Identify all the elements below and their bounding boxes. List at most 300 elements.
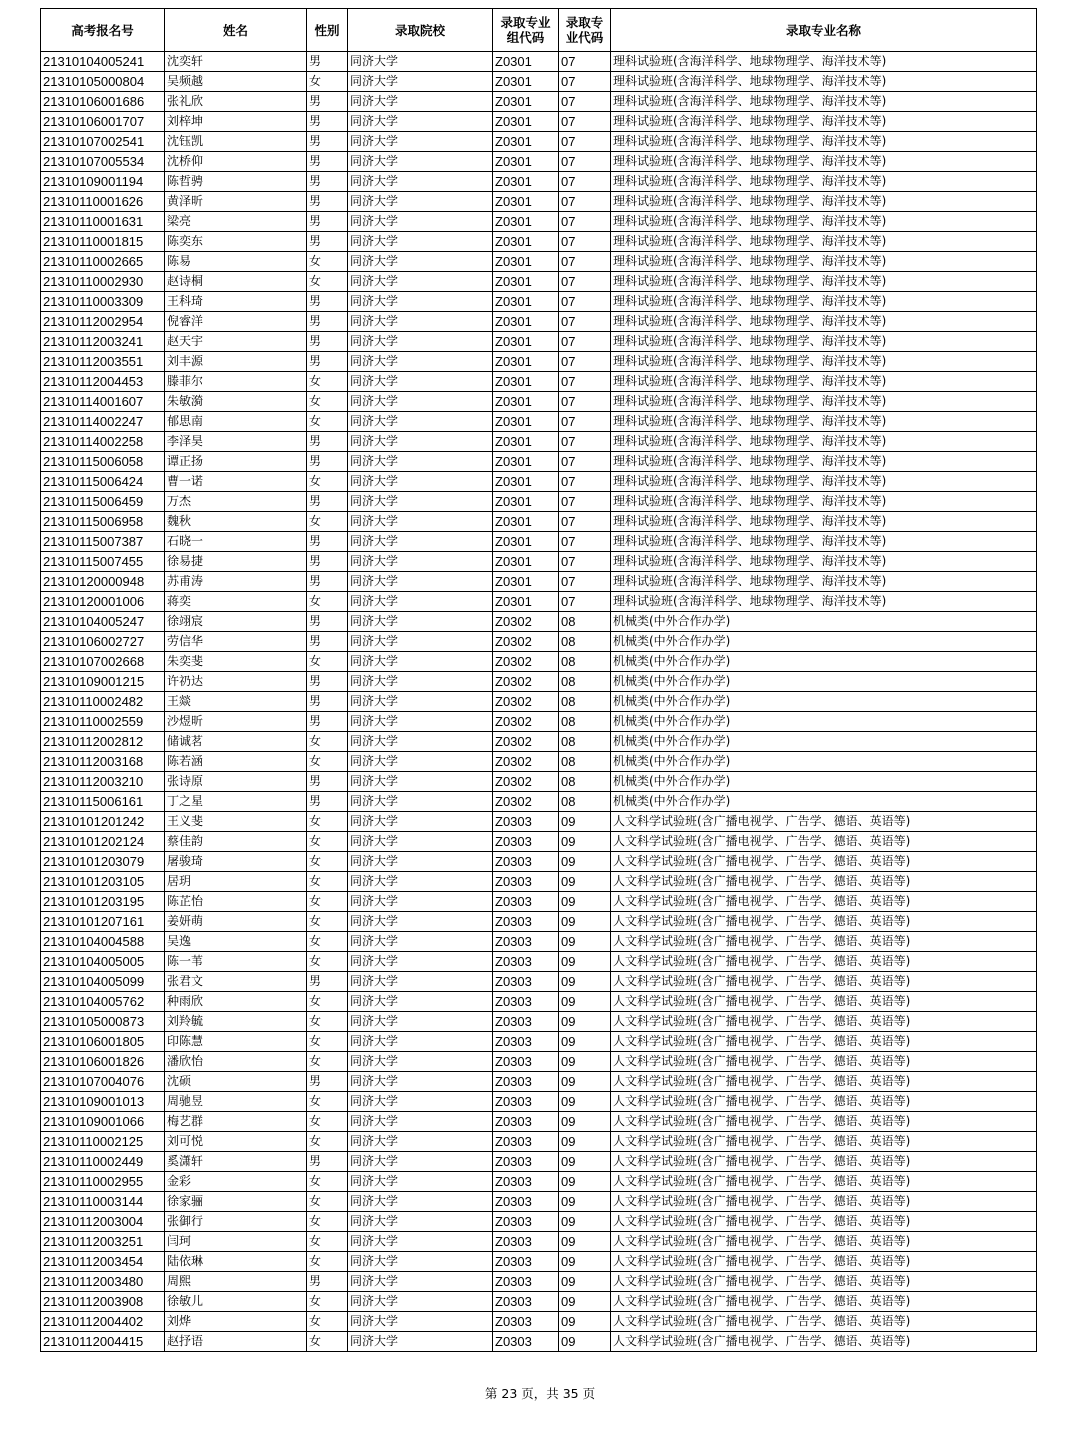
cell-name: 丁之星 [165,792,307,812]
cell-school: 同济大学 [348,1292,493,1312]
cell-major-code: 08 [559,712,611,732]
cell-exam-id: 21310112004415 [41,1332,165,1352]
cell-gender: 女 [307,832,348,852]
cell-major-name: 理科试验班(含海洋科学、地球物理学、海洋技术等) [611,312,1037,332]
cell-major-name: 理科试验班(含海洋科学、地球物理学、海洋技术等) [611,52,1037,72]
table-row [41,1272,1037,1292]
cell-gender: 男 [307,572,348,592]
cell-school: 同济大学 [348,52,493,72]
cell-school: 同济大学 [348,1252,493,1272]
cell-gender: 男 [307,1272,348,1292]
cell-group-code: Z0303 [493,1212,559,1232]
cell-group-code: Z0303 [493,1052,559,1072]
cell-gender: 女 [307,1012,348,1032]
cell-name: 种雨欣 [165,992,307,1012]
cell-group-code: Z0301 [493,592,559,612]
cell-name: 居玥 [165,872,307,892]
table-row [41,632,1037,652]
table-row [41,1332,1037,1352]
table-row [41,112,1037,132]
table-row [41,252,1037,272]
cell-group-code: Z0303 [493,1252,559,1272]
cell-name: 徐翊宸 [165,612,307,632]
cell-name: 蔡佳韵 [165,832,307,852]
cell-gender: 女 [307,252,348,272]
cell-major-name: 人文科学试验班(含广播电视学、广告学、德语、英语等) [611,1272,1037,1292]
cell-name: 黄泽昕 [165,192,307,212]
cell-gender: 男 [307,432,348,452]
cell-gender: 男 [307,312,348,332]
cell-gender: 女 [307,1212,348,1232]
cell-major-code: 07 [559,552,611,572]
cell-school: 同济大学 [348,92,493,112]
cell-group-code: Z0301 [493,332,559,352]
cell-major-code: 07 [559,52,611,72]
cell-exam-id: 21310120000948 [41,572,165,592]
cell-school: 同济大学 [348,612,493,632]
cell-school: 同济大学 [348,172,493,192]
cell-name: 陈芷怡 [165,892,307,912]
cell-gender: 男 [307,332,348,352]
table-row [41,552,1037,572]
cell-group-code: Z0303 [493,912,559,932]
cell-major-code: 08 [559,692,611,712]
cell-name: 张诗原 [165,772,307,792]
cell-school: 同济大学 [348,732,493,752]
cell-major-code: 09 [559,852,611,872]
cell-gender: 男 [307,292,348,312]
table-row [41,232,1037,252]
cell-school: 同济大学 [348,692,493,712]
cell-exam-id: 21310107002668 [41,652,165,672]
cell-group-code: Z0303 [493,812,559,832]
cell-name: 姜妍萌 [165,912,307,932]
cell-exam-id: 21310101203105 [41,872,165,892]
cell-major-code: 07 [559,532,611,552]
cell-exam-id: 21310112003168 [41,752,165,772]
cell-major-name: 理科试验班(含海洋科学、地球物理学、海洋技术等) [611,452,1037,472]
cell-school: 同济大学 [348,952,493,972]
cell-group-code: Z0302 [493,732,559,752]
cell-major-name: 人文科学试验班(含广播电视学、广告学、德语、英语等) [611,1132,1037,1152]
cell-gender: 女 [307,472,348,492]
cell-exam-id: 21310115006161 [41,792,165,812]
header-row [41,9,1037,52]
cell-major-name: 机械类(中外合作办学) [611,752,1037,772]
cell-gender: 女 [307,512,348,532]
cell-exam-id: 21310106001707 [41,112,165,132]
cell-major-code: 09 [559,872,611,892]
admission-list-table [40,8,1036,1352]
cell-gender: 女 [307,592,348,612]
cell-group-code: Z0303 [493,1112,559,1132]
cell-exam-id: 21310110002125 [41,1132,165,1152]
cell-gender: 女 [307,1092,348,1112]
cell-group-code: Z0303 [493,1152,559,1172]
cell-school: 同济大学 [348,512,493,532]
cell-major-code: 07 [559,232,611,252]
cell-name: 刘梓坤 [165,112,307,132]
cell-school: 同济大学 [348,1052,493,1072]
cell-school: 同济大学 [348,752,493,772]
cell-group-code: Z0303 [493,1332,559,1352]
cell-major-code: 07 [559,452,611,472]
cell-gender: 男 [307,1072,348,1092]
cell-group-code: Z0301 [493,432,559,452]
cell-exam-id: 21310110002482 [41,692,165,712]
cell-major-code: 07 [559,312,611,332]
cell-name: 曹一诺 [165,472,307,492]
cell-gender: 女 [307,412,348,432]
header-gender: 性别 [307,9,348,52]
header-major-name: 录取专业名称 [611,9,1037,52]
cell-major-name: 人文科学试验班(含广播电视学、广告学、德语、英语等) [611,1032,1037,1052]
cell-gender: 男 [307,52,348,72]
table-row [41,572,1037,592]
cell-major-name: 理科试验班(含海洋科学、地球物理学、海洋技术等) [611,332,1037,352]
cell-major-code: 07 [559,432,611,452]
cell-school: 同济大学 [348,472,493,492]
cell-major-name: 理科试验班(含海洋科学、地球物理学、海洋技术等) [611,152,1037,172]
cell-group-code: Z0303 [493,972,559,992]
cell-school: 同济大学 [348,672,493,692]
cell-school: 同济大学 [348,312,493,332]
cell-major-name: 人文科学试验班(含广播电视学、广告学、德语、英语等) [611,1192,1037,1212]
cell-gender: 男 [307,112,348,132]
cell-name: 陈一苇 [165,952,307,972]
cell-gender: 男 [307,712,348,732]
table-row [41,1292,1037,1312]
cell-school: 同济大学 [348,812,493,832]
table-row [41,472,1037,492]
cell-school: 同济大学 [348,1152,493,1172]
cell-exam-id: 21310115006058 [41,452,165,472]
cell-exam-id: 21310101202124 [41,832,165,852]
cell-name: 奚潇轩 [165,1152,307,1172]
cell-exam-id: 21310104005099 [41,972,165,992]
cell-major-code: 07 [559,372,611,392]
cell-group-code: Z0301 [493,552,559,572]
cell-major-code: 07 [559,292,611,312]
cell-group-code: Z0301 [493,212,559,232]
cell-major-name: 人文科学试验班(含广播电视学、广告学、德语、英语等) [611,852,1037,872]
cell-school: 同济大学 [348,1272,493,1292]
cell-major-code: 09 [559,1332,611,1352]
cell-gender: 男 [307,192,348,212]
cell-school: 同济大学 [348,212,493,232]
cell-school: 同济大学 [348,992,493,1012]
table-row [41,452,1037,472]
cell-group-code: Z0303 [493,932,559,952]
cell-gender: 女 [307,392,348,412]
cell-name: 石晓一 [165,532,307,552]
cell-major-code: 07 [559,412,611,432]
cell-exam-id: 21310109001194 [41,172,165,192]
table-row [41,1112,1037,1132]
cell-major-name: 理科试验班(含海洋科学、地球物理学、海洋技术等) [611,252,1037,272]
cell-exam-id: 21310104005241 [41,52,165,72]
cell-school: 同济大学 [348,252,493,272]
cell-major-code: 08 [559,792,611,812]
cell-group-code: Z0301 [493,512,559,532]
cell-gender: 女 [307,72,348,92]
cell-exam-id: 21310112003480 [41,1272,165,1292]
cell-school: 同济大学 [348,892,493,912]
cell-major-code: 07 [559,132,611,152]
cell-name: 劳信华 [165,632,307,652]
cell-group-code: Z0303 [493,1192,559,1212]
cell-major-name: 理科试验班(含海洋科学、地球物理学、海洋技术等) [611,412,1037,432]
cell-major-name: 机械类(中外合作办学) [611,692,1037,712]
cell-name: 陈哲骋 [165,172,307,192]
table-row [41,792,1037,812]
cell-exam-id: 21310110001626 [41,192,165,212]
cell-major-code: 07 [559,492,611,512]
cell-major-name: 理科试验班(含海洋科学、地球物理学、海洋技术等) [611,112,1037,132]
header-major-code: 录取专 业代码 [559,9,611,52]
cell-name: 刘可悦 [165,1132,307,1152]
table-row [41,592,1037,612]
table-row [41,372,1037,392]
cell-major-code: 09 [559,912,611,932]
cell-gender: 女 [307,932,348,952]
cell-exam-id: 21310104004588 [41,932,165,952]
table-row [41,612,1037,632]
cell-group-code: Z0302 [493,792,559,812]
header-exam-id: 高考报名号 [41,9,165,52]
cell-name: 谭正扬 [165,452,307,472]
cell-school: 同济大学 [348,352,493,372]
cell-group-code: Z0302 [493,612,559,632]
cell-exam-id: 21310115006424 [41,472,165,492]
cell-gender: 男 [307,232,348,252]
cell-major-name: 人文科学试验班(含广播电视学、广告学、德语、英语等) [611,812,1037,832]
cell-exam-id: 21310106001805 [41,1032,165,1052]
cell-group-code: Z0303 [493,952,559,972]
cell-school: 同济大学 [348,1092,493,1112]
cell-major-name: 理科试验班(含海洋科学、地球物理学、海洋技术等) [611,292,1037,312]
cell-name: 吴频越 [165,72,307,92]
cell-school: 同济大学 [348,1112,493,1132]
cell-major-code: 07 [559,252,611,272]
cell-name: 张礼欣 [165,92,307,112]
cell-name: 蒋奕 [165,592,307,612]
cell-group-code: Z0302 [493,652,559,672]
table-row [41,812,1037,832]
table-row [41,1052,1037,1072]
table-row [41,312,1037,332]
cell-exam-id: 21310105000873 [41,1012,165,1032]
cell-school: 同济大学 [348,552,493,572]
cell-school: 同济大学 [348,1312,493,1332]
table-row [41,872,1037,892]
cell-major-name: 人文科学试验班(含广播电视学、广告学、德语、英语等) [611,1232,1037,1252]
cell-major-code: 07 [559,192,611,212]
header-name: 姓名 [165,9,307,52]
cell-school: 同济大学 [348,1172,493,1192]
cell-gender: 女 [307,872,348,892]
cell-major-name: 理科试验班(含海洋科学、地球物理学、海洋技术等) [611,272,1037,292]
cell-name: 王燚 [165,692,307,712]
cell-group-code: Z0301 [493,192,559,212]
cell-major-name: 机械类(中外合作办学) [611,672,1037,692]
table-row [41,492,1037,512]
cell-group-code: Z0303 [493,1292,559,1312]
cell-major-name: 人文科学试验班(含广播电视学、广告学、德语、英语等) [611,992,1037,1012]
cell-school: 同济大学 [348,792,493,812]
cell-name: 滕菲尔 [165,372,307,392]
cell-gender: 女 [307,892,348,912]
cell-exam-id: 21310110002559 [41,712,165,732]
cell-exam-id: 21310110001815 [41,232,165,252]
table-row [41,172,1037,192]
cell-major-code: 08 [559,612,611,632]
cell-exam-id: 21310107005534 [41,152,165,172]
cell-group-code: Z0301 [493,252,559,272]
cell-name: 李泽昊 [165,432,307,452]
cell-gender: 女 [307,1252,348,1272]
cell-major-name: 理科试验班(含海洋科学、地球物理学、海洋技术等) [611,72,1037,92]
cell-school: 同济大学 [348,972,493,992]
table-row [41,832,1037,852]
cell-gender: 女 [307,1112,348,1132]
table-row [41,912,1037,932]
cell-exam-id: 21310110001631 [41,212,165,232]
cell-name: 刘丰源 [165,352,307,372]
cell-name: 沈桥仰 [165,152,307,172]
table-row [41,92,1037,112]
cell-exam-id: 21310112002954 [41,312,165,332]
cell-school: 同济大学 [348,1192,493,1212]
cell-gender: 男 [307,772,348,792]
table-row [41,992,1037,1012]
cell-group-code: Z0301 [493,472,559,492]
cell-major-name: 理科试验班(含海洋科学、地球物理学、海洋技术等) [611,212,1037,232]
cell-exam-id: 21310106002727 [41,632,165,652]
cell-major-name: 人文科学试验班(含广播电视学、广告学、德语、英语等) [611,872,1037,892]
cell-major-name: 人文科学试验班(含广播电视学、广告学、德语、英语等) [611,952,1037,972]
cell-exam-id: 21310112003251 [41,1232,165,1252]
cell-gender: 女 [307,812,348,832]
cell-major-name: 理科试验班(含海洋科学、地球物理学、海洋技术等) [611,352,1037,372]
table-row [41,1092,1037,1112]
cell-major-name: 理科试验班(含海洋科学、地球物理学、海洋技术等) [611,232,1037,252]
cell-major-code: 09 [559,952,611,972]
table-row [41,412,1037,432]
table-row [41,1012,1037,1032]
cell-gender: 男 [307,352,348,372]
cell-name: 吴逸 [165,932,307,952]
cell-name: 陈奕东 [165,232,307,252]
cell-exam-id: 21310112003908 [41,1292,165,1312]
cell-name: 陈易 [165,252,307,272]
cell-school: 同济大学 [348,592,493,612]
table-row [41,752,1037,772]
cell-exam-id: 21310115007455 [41,552,165,572]
cell-name: 张君文 [165,972,307,992]
cell-group-code: Z0303 [493,1312,559,1332]
cell-gender: 女 [307,732,348,752]
table-row [41,332,1037,352]
cell-gender: 男 [307,532,348,552]
cell-school: 同济大学 [348,1012,493,1032]
cell-group-code: Z0303 [493,992,559,1012]
cell-school: 同济大学 [348,452,493,472]
cell-group-code: Z0303 [493,1272,559,1292]
cell-major-code: 07 [559,332,611,352]
cell-major-code: 08 [559,772,611,792]
cell-school: 同济大学 [348,1032,493,1052]
cell-major-code: 09 [559,1112,611,1132]
table-body [41,52,1037,1352]
cell-name: 苏甫涛 [165,572,307,592]
cell-group-code: Z0301 [493,412,559,432]
cell-major-code: 09 [559,1192,611,1212]
cell-major-code: 09 [559,1132,611,1152]
cell-major-name: 人文科学试验班(含广播电视学、广告学、德语、英语等) [611,932,1037,952]
cell-group-code: Z0301 [493,52,559,72]
cell-group-code: Z0301 [493,72,559,92]
cell-gender: 女 [307,1032,348,1052]
cell-school: 同济大学 [348,632,493,652]
cell-group-code: Z0301 [493,392,559,412]
table-row [41,392,1037,412]
cell-exam-id: 21310101203195 [41,892,165,912]
cell-school: 同济大学 [348,852,493,872]
table-row [41,1252,1037,1272]
table-row [41,1312,1037,1332]
cell-gender: 女 [307,752,348,772]
cell-name: 金彩 [165,1172,307,1192]
cell-exam-id: 21310112003004 [41,1212,165,1232]
cell-gender: 女 [307,1052,348,1072]
table-row [41,952,1037,972]
cell-major-name: 理科试验班(含海洋科学、地球物理学、海洋技术等) [611,572,1037,592]
table-row [41,1232,1037,1252]
cell-major-name: 人文科学试验班(含广播电视学、广告学、德语、英语等) [611,1052,1037,1072]
cell-group-code: Z0301 [493,352,559,372]
cell-name: 徐敏儿 [165,1292,307,1312]
cell-group-code: Z0301 [493,112,559,132]
cell-major-name: 理科试验班(含海洋科学、地球物理学、海洋技术等) [611,472,1037,492]
table-row [41,52,1037,72]
cell-major-name: 人文科学试验班(含广播电视学、广告学、德语、英语等) [611,1252,1037,1272]
cell-group-code: Z0303 [493,872,559,892]
cell-major-code: 07 [559,72,611,92]
cell-exam-id: 21310110002449 [41,1152,165,1172]
cell-exam-id: 21310115006958 [41,512,165,532]
cell-major-code: 07 [559,572,611,592]
cell-major-name: 人文科学试验班(含广播电视学、广告学、德语、英语等) [611,1092,1037,1112]
cell-major-name: 理科试验班(含海洋科学、地球物理学、海洋技术等) [611,172,1037,192]
cell-major-code: 07 [559,212,611,232]
cell-name: 梁亮 [165,212,307,232]
page-footer: 第 23 页，共 35 页 [484,1386,596,1401]
cell-school: 同济大学 [348,432,493,452]
cell-major-name: 理科试验班(含海洋科学、地球物理学、海洋技术等) [611,432,1037,452]
cell-major-code: 07 [559,592,611,612]
cell-major-name: 人文科学试验班(含广播电视学、广告学、德语、英语等) [611,1212,1037,1232]
cell-school: 同济大学 [348,392,493,412]
cell-major-code: 08 [559,752,611,772]
cell-major-code: 07 [559,112,611,132]
cell-major-code: 09 [559,1052,611,1072]
cell-exam-id: 21310107004076 [41,1072,165,1092]
table-row [41,1152,1037,1172]
cell-major-name: 机械类(中外合作办学) [611,792,1037,812]
table-row [41,892,1037,912]
cell-name: 王科琦 [165,292,307,312]
